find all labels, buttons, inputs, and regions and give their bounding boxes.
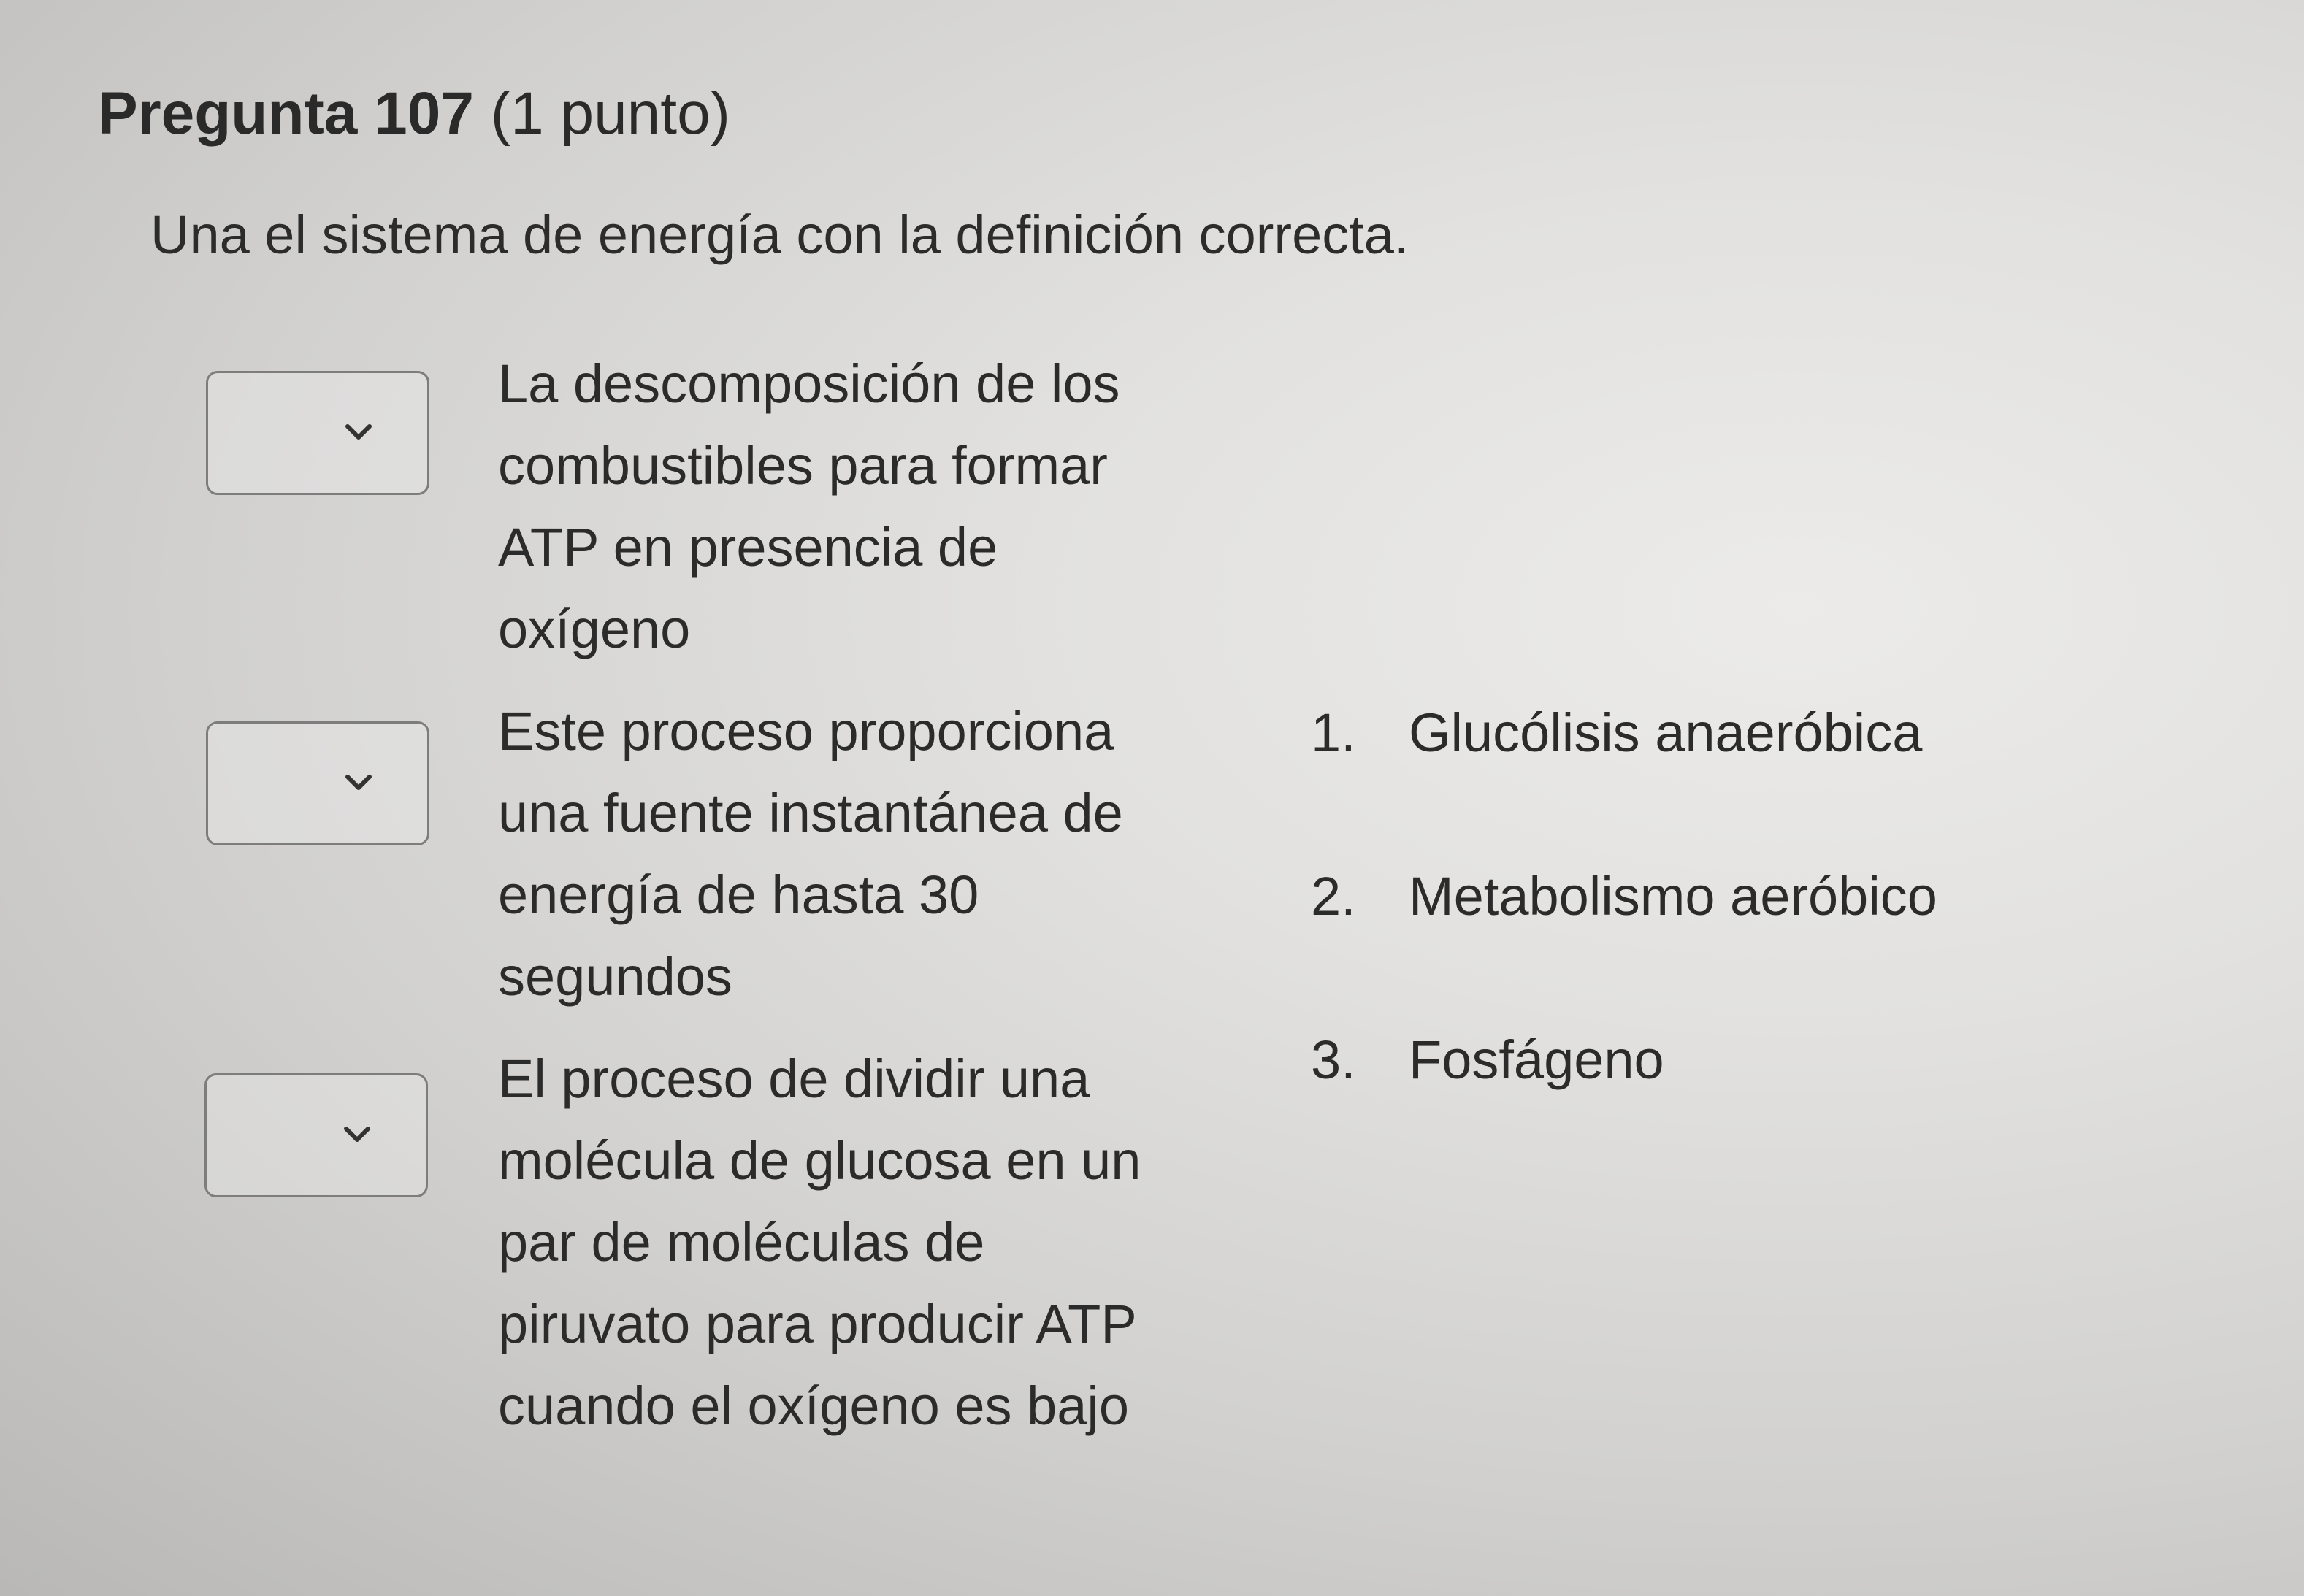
definition-line: cuando el oxígeno es bajo: [498, 1376, 1130, 1436]
definition-line: energía de hasta 30: [498, 864, 979, 925]
definition-line: piruvato para producir ATP: [498, 1294, 1137, 1354]
answer-label: Glucólisis anaeróbica: [1409, 702, 1923, 763]
definition-3: [498, 1038, 1243, 1447]
answer-label: Metabolismo aeróbico: [1409, 866, 1937, 926]
answer-option-3: [1311, 1025, 1664, 1095]
question-number: Pregunta 107: [98, 80, 474, 147]
chevron-down-icon: [344, 772, 373, 794]
answer-number: 3.: [1311, 1029, 1356, 1090]
definition-line: combustibles para formar: [498, 435, 1108, 496]
definition-1: [498, 343, 1243, 670]
answer-number: 2.: [1311, 866, 1356, 926]
definition-line: La descomposición de los: [498, 353, 1120, 414]
chevron-down-icon: [344, 421, 373, 443]
answer-option-1: [1311, 698, 1922, 768]
definition-line: una fuente instantánea de: [498, 783, 1123, 843]
definition-line: segundos: [498, 946, 732, 1007]
match-dropdown-3[interactable]: [204, 1073, 428, 1197]
match-dropdown-2[interactable]: [206, 721, 429, 845]
definition-line: Este proceso proporciona: [498, 701, 1114, 761]
question-title: [98, 79, 730, 149]
definition-line: oxígeno: [498, 599, 691, 659]
chevron-down-icon: [342, 1124, 372, 1146]
question-points: (1 punto): [490, 80, 730, 147]
answer-option-2: [1311, 862, 1937, 932]
definition-2: [498, 691, 1243, 1018]
definition-line: El proceso de dividir una: [498, 1048, 1090, 1109]
definition-line: molécula de glucosa en un: [498, 1130, 1141, 1191]
match-dropdown-1[interactable]: [206, 371, 429, 495]
answer-label: Fosfágeno: [1409, 1029, 1664, 1090]
definition-line: ATP en presencia de: [498, 517, 998, 578]
question-instruction: Una el sistema de energía con la definición correcta.: [150, 204, 1409, 265]
definition-line: par de moléculas de: [498, 1212, 985, 1273]
answer-number: 1.: [1311, 702, 1356, 763]
